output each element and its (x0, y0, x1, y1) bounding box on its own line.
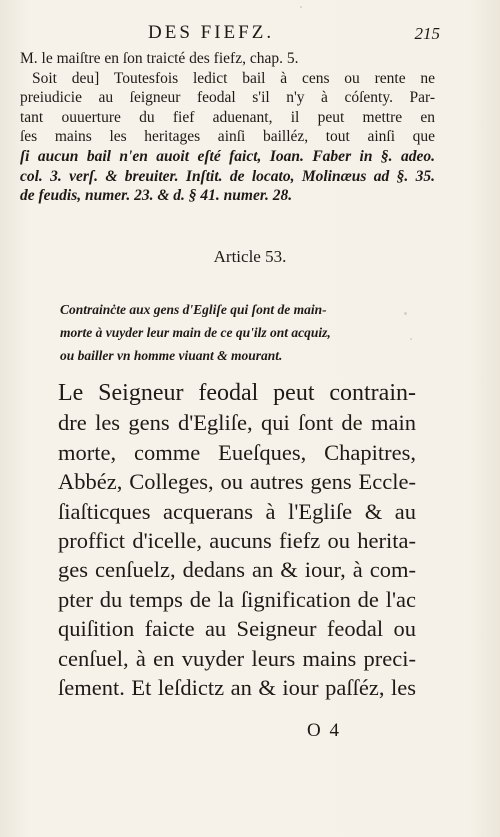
summary-line: morte à vuyder leur main de ce qu'ilz ont acquiz, (60, 325, 331, 340)
body-line: morte, comme Eueſques, Chapitres, (58, 439, 416, 465)
body-line: ſiaſticques acquerans à l'Egliſe & au (58, 498, 416, 524)
body-line: Le Seigneur feodal peut contrain- (58, 380, 416, 406)
paper-speck (410, 338, 412, 340)
note-line: preiudicie au ſeigneur feodal s'il n'y à cóſenty. Par- (20, 89, 435, 107)
summary-line: ou bailler vn homme viuant & mourant. (60, 348, 283, 363)
note-line: ſes mains les heritages ainſi bailléz, tout ainſi que (20, 128, 435, 146)
summary-line: Contrainċte aux gens d'Egliſe qui ſont de main- (60, 302, 327, 317)
body-line: quiſition faicte au Seigneur feodal ou (58, 616, 416, 642)
page-header (0, 22, 500, 48)
article-title: Article 53. (213, 247, 287, 266)
body-line: pter du temps de la ſignification de l'ac (58, 586, 416, 612)
body-line: dre les gens d'Egliſe, qui ſont de main (58, 410, 416, 436)
commentary-note (20, 49, 435, 206)
body-line: ges cenſuelz, dedans an & iour, à com- (58, 557, 416, 583)
note-line: M. le maiſtre en ſon traicté des fiefz, chap. 5. (20, 50, 299, 67)
paper-speck (404, 312, 407, 315)
body-line: Abbéz, Colleges, ou autres gens Eccle- (58, 469, 416, 495)
note-line: de feudis, numer. 23. & d. § 41. numer. 28. (20, 187, 293, 205)
running-head: DES FIEFZ. (148, 22, 275, 43)
article-body (58, 379, 416, 702)
page-number: 215 (414, 24, 440, 43)
note-line: col. 3. verſ. & breuiter. Inſtit. de locato, Molinæus ad §. 35. (20, 167, 435, 185)
note-line: Soit deu] Toutesfois ledict bail à cens ou rente ne (32, 69, 435, 87)
article-summary (60, 298, 420, 367)
paper-speck (300, 6, 302, 8)
body-line: proffict d'icelle, aucuns fiefz ou herita- (58, 528, 416, 554)
body-line: cenſuel, à en vuyder leurs mains preci- (58, 645, 416, 671)
note-line: ſi aucun bail n'en auoit eſté faict, Ioan. Faber in §. adeo. (20, 147, 435, 165)
body-line: ſement. Et leſdictz an & iour paſſéz, les (58, 675, 416, 701)
note-line: tant ouuerture du fief aduenant, il peut mettre en (20, 108, 435, 126)
signature-mark: O 4 (307, 720, 341, 741)
